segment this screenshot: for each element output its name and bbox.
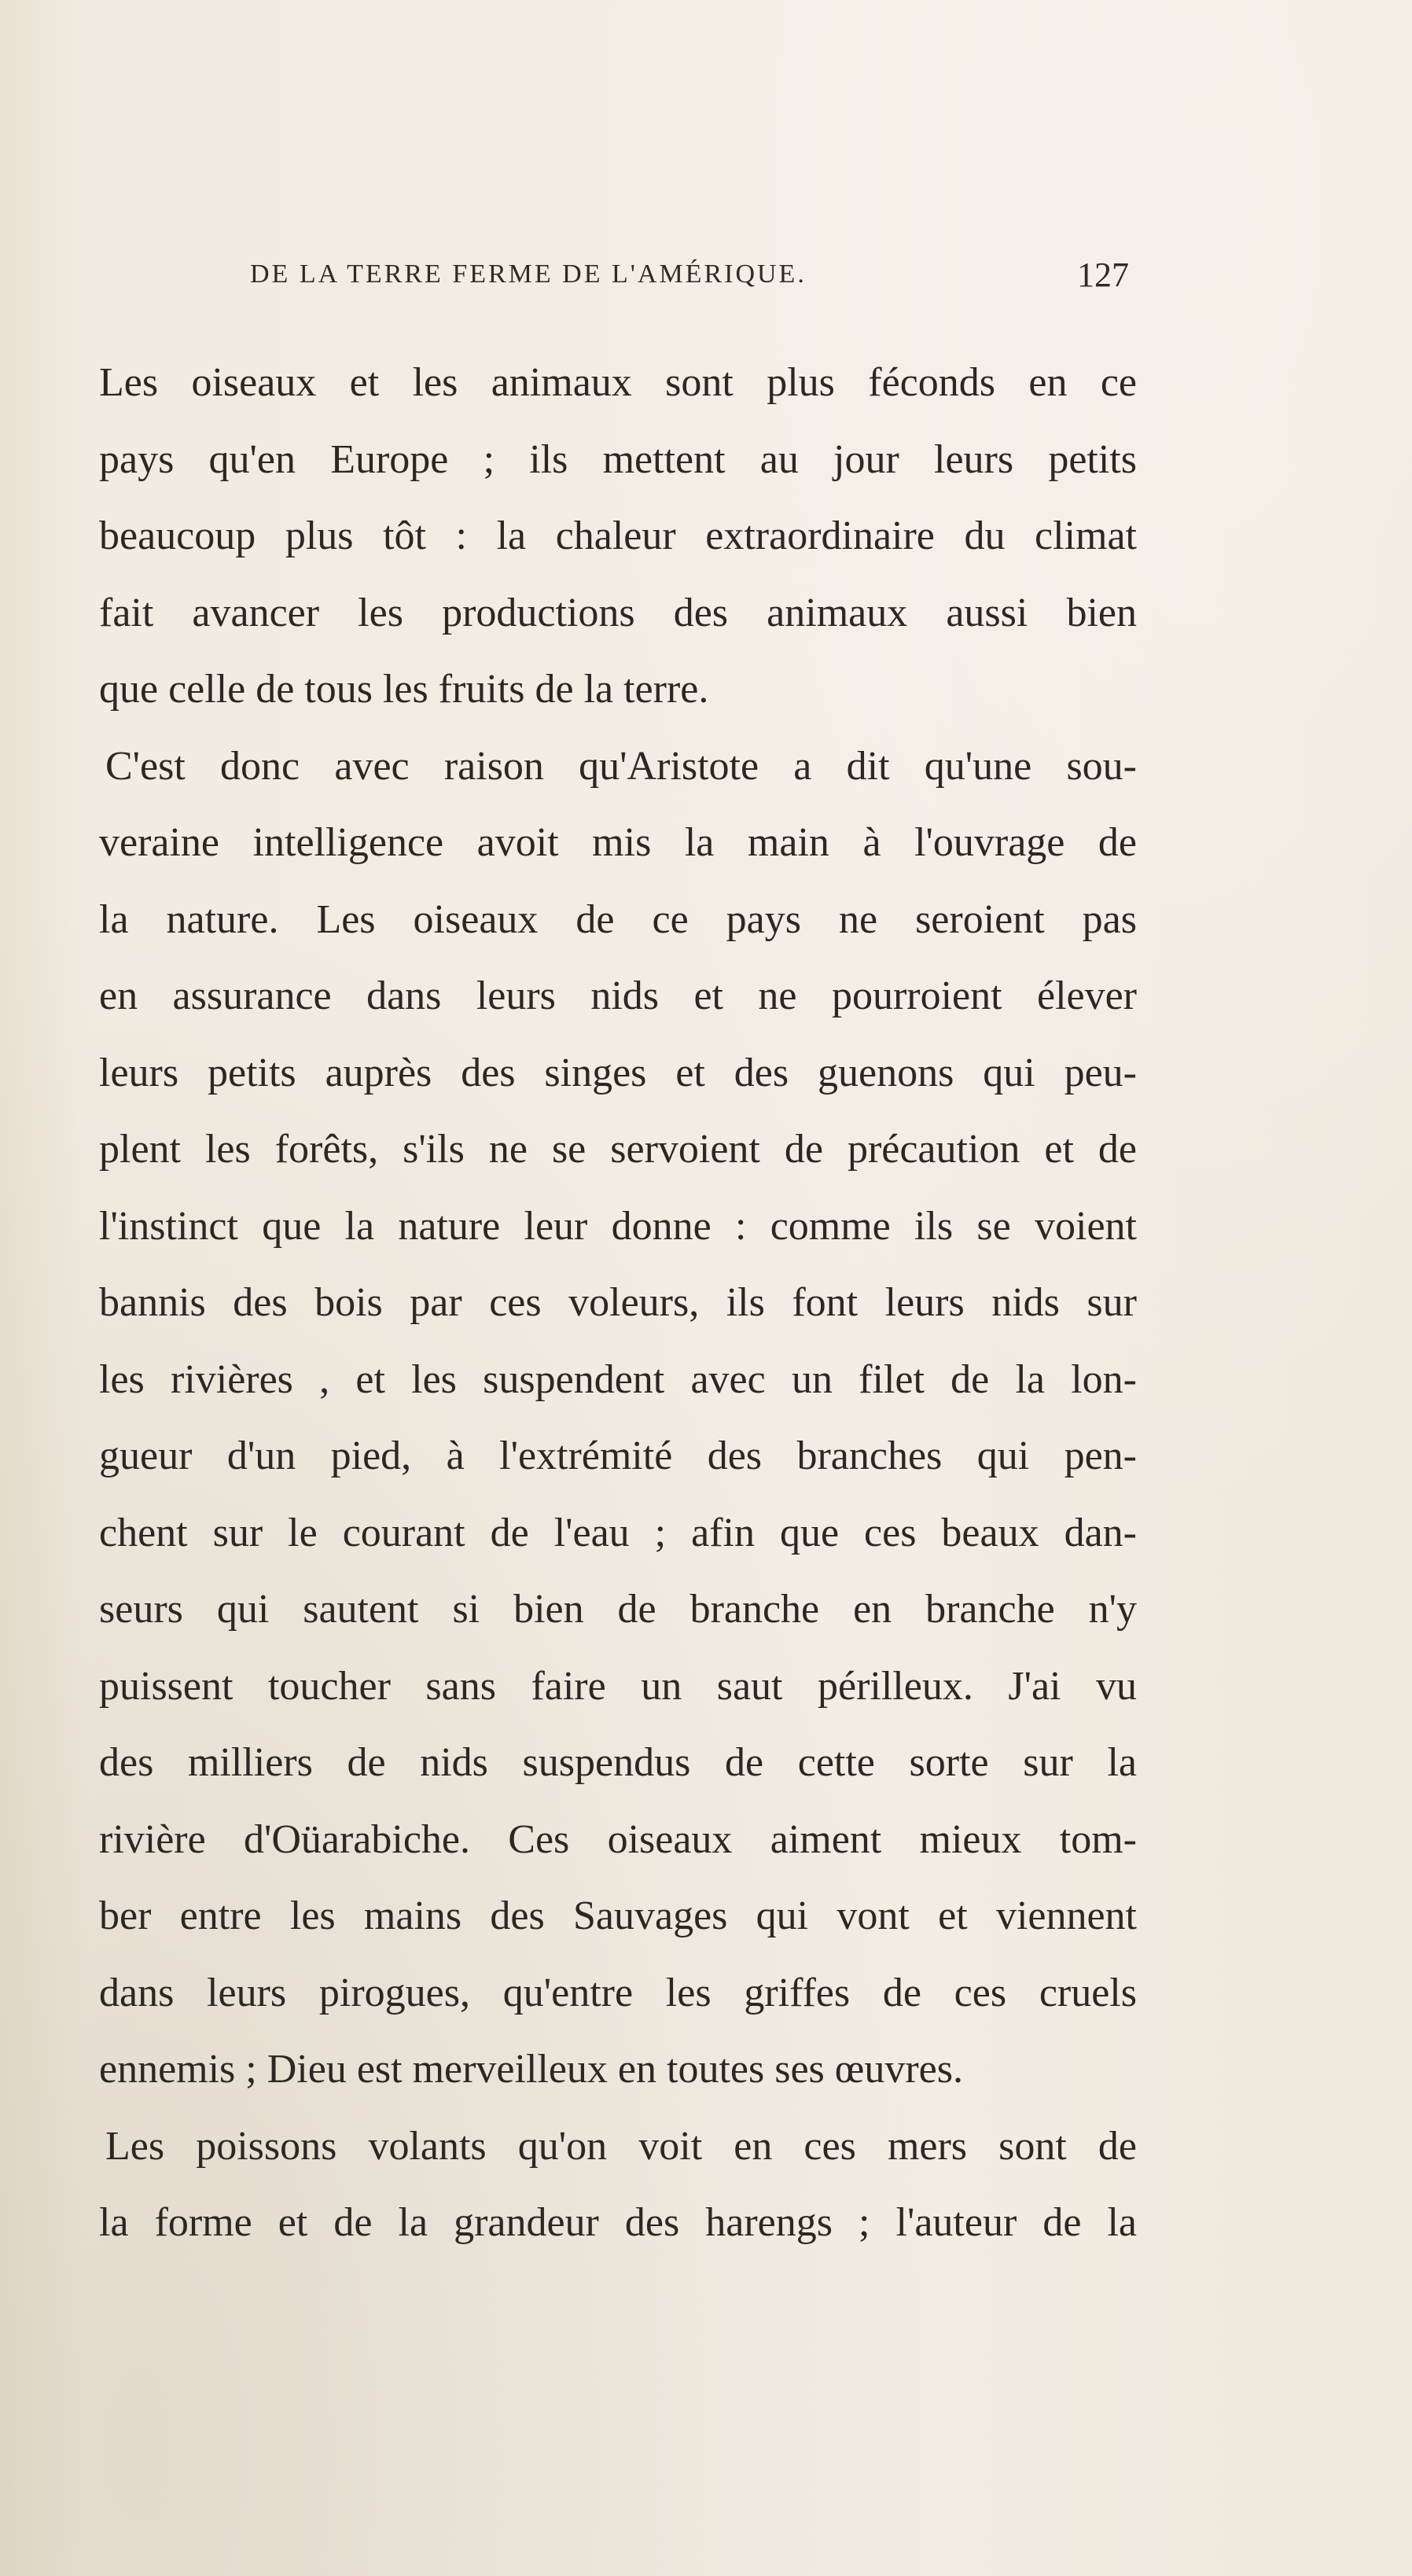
- text-line: en assurance dans leurs nids et ne pourroient élever: [99, 973, 1137, 1018]
- text-line: dans leurs pirogues, qu'entre les griffes de ces cruels: [99, 1970, 1137, 2015]
- text-line: seurs qui sautent si bien de branche en branche n'y: [99, 1587, 1137, 1632]
- text-line: pays qu'en Europe ; ils mettent au jour leurs petits: [99, 436, 1137, 482]
- text-line: leurs petits auprès des singes et des guenons qui peu-: [99, 1050, 1137, 1095]
- text-line: chent sur le courant de l'eau ; afin que ces beaux dan-: [99, 1510, 1137, 1555]
- page-header: [250, 256, 1129, 307]
- text-line: Les oiseaux et les animaux sont plus féconds en ce: [99, 360, 1137, 405]
- text-line: rivière d'Oüarabiche. Ces oiseaux aiment mieux tom-: [99, 1816, 1137, 1862]
- text-line: Les poissons volants qu'on voit en ces mers sont de: [105, 2123, 1137, 2169]
- text-line: l'instinct que la nature leur donne : comme ils se voient: [99, 1203, 1137, 1249]
- running-title: DE LA TERRE FERME DE L'AMÉRIQUE.: [250, 259, 807, 289]
- text-line: fait avancer les productions des animaux aussi bien: [99, 590, 1137, 635]
- paragraph-3: [99, 2108, 1137, 2261]
- paragraph-1: [99, 344, 1137, 728]
- text-line: puissent toucher sans faire un saut périlleux. J'ai vu: [99, 1663, 1137, 1709]
- paragraph-2: [99, 728, 1137, 2108]
- text-line: gueur d'un pied, à l'extrémité des branches qui pen-: [99, 1433, 1137, 1478]
- body-text: [99, 344, 1137, 2261]
- text-line: que celle de tous les fruits de la terre.: [99, 667, 709, 712]
- page-number: 127: [1077, 256, 1129, 294]
- text-line: C'est donc avec raison qu'Aristote a dit qu'une sou-: [105, 743, 1137, 789]
- text-line: beaucoup plus tôt : la chaleur extraordinaire du climat: [99, 513, 1137, 558]
- text-line: plent les forêts, s'ils ne se servoient de précaution et de: [99, 1127, 1137, 1172]
- text-line: des milliers de nids suspendus de cette sorte sur la: [99, 1740, 1137, 1785]
- text-line: la nature. Les oiseaux de ce pays ne seroient pas: [99, 896, 1137, 942]
- text-line: ber entre les mains des Sauvages qui vont et viennent: [99, 1893, 1137, 1938]
- text-line: la forme et de la grandeur des harengs ; l'auteur de la: [99, 2200, 1137, 2245]
- text-line: ennemis ; Dieu est merveilleux en toutes ses œuvres.: [99, 2047, 963, 2092]
- text-line: veraine intelligence avoit mis la main à l'ouvrage de: [99, 820, 1137, 865]
- text-line: les rivières , et les suspendent avec un filet de la lon-: [99, 1356, 1137, 1402]
- text-line: bannis des bois par ces voleurs, ils font leurs nids sur: [99, 1280, 1137, 1325]
